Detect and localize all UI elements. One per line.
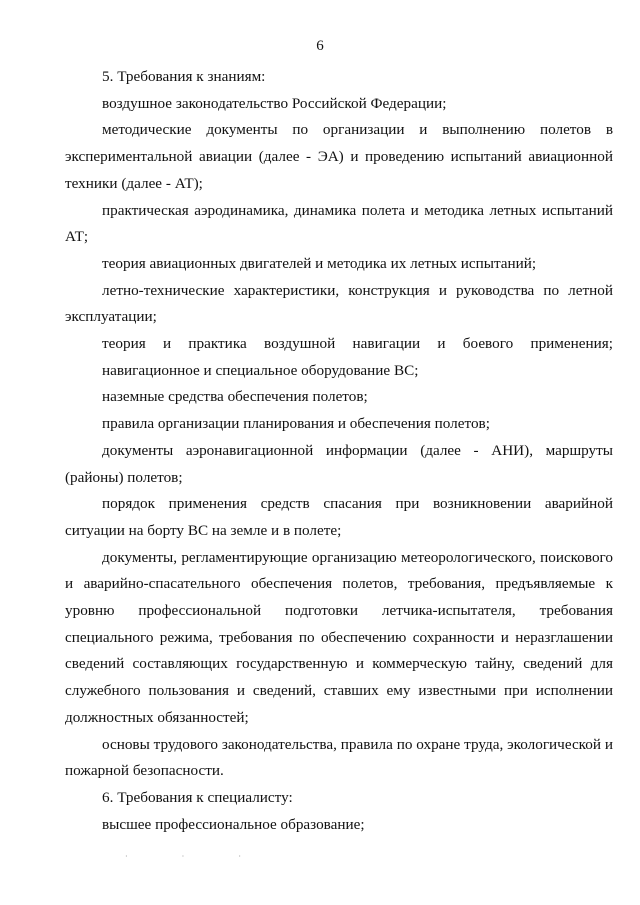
- list-item: документы аэронавигационной информации (далее - АНИ), маршруты (районы) полетов;: [65, 441, 613, 486]
- list-item: летно-технические характеристики, конструкция и руководства по летной эксплуатации;: [65, 281, 613, 326]
- list-item: практическая аэродинамика, динамика полета и методика летных испытаний АТ;: [65, 201, 613, 246]
- list-item: методические документы по организации и выполнению полетов в экспериментальной авиации (далее - ЭА) и проведению испытаний авиационной техники (далее - АТ);: [65, 121, 613, 192]
- list-item: порядок применения средств спасания при возникновении аварийной ситуации на борту ВС на земле и в полете;: [65, 495, 613, 539]
- list-item: основы трудового законодательства, правила по охране труда, экологической и пожарной безопасности.: [65, 735, 613, 780]
- list-item: воздушное законодательство Российской Федерации;: [102, 94, 447, 112]
- section-heading-specialist: 6. Требования к специалисту:: [102, 788, 293, 806]
- scan-marks: · · ·: [125, 852, 267, 861]
- list-item: теория и практика воздушной навигации и боевого применения;: [102, 335, 613, 353]
- document-body: [65, 64, 613, 838]
- list-item: теория авиационных двигателей и методика их летных испытаний;: [102, 254, 537, 272]
- list-item: правила организации планирования и обеспечения полетов;: [102, 415, 490, 433]
- page-number: 6: [316, 38, 324, 54]
- list-item: наземные средства обеспечения полетов;: [102, 388, 368, 406]
- list-item: документы, регламентирующие организацию метеорологического, поискового и аварийно-спасательного обеспечения полетов, требования, предъявляемые к уровню профессиональной подготовки летчика-испытателя, требования специального режима, требования по обеспечению сохранности и неразглашении сведений составляющих государственную и коммерческую тайну, сведений для служебного пользования и сведений, ставших ему известными при исполнении должностных обязанностей;: [65, 548, 613, 726]
- list-item: высшее профессиональное образование;: [102, 815, 365, 833]
- section-heading-knowledge: 5. Требования к знаниям:: [102, 68, 266, 85]
- list-item: навигационное и специальное оборудование ВС;: [102, 361, 419, 379]
